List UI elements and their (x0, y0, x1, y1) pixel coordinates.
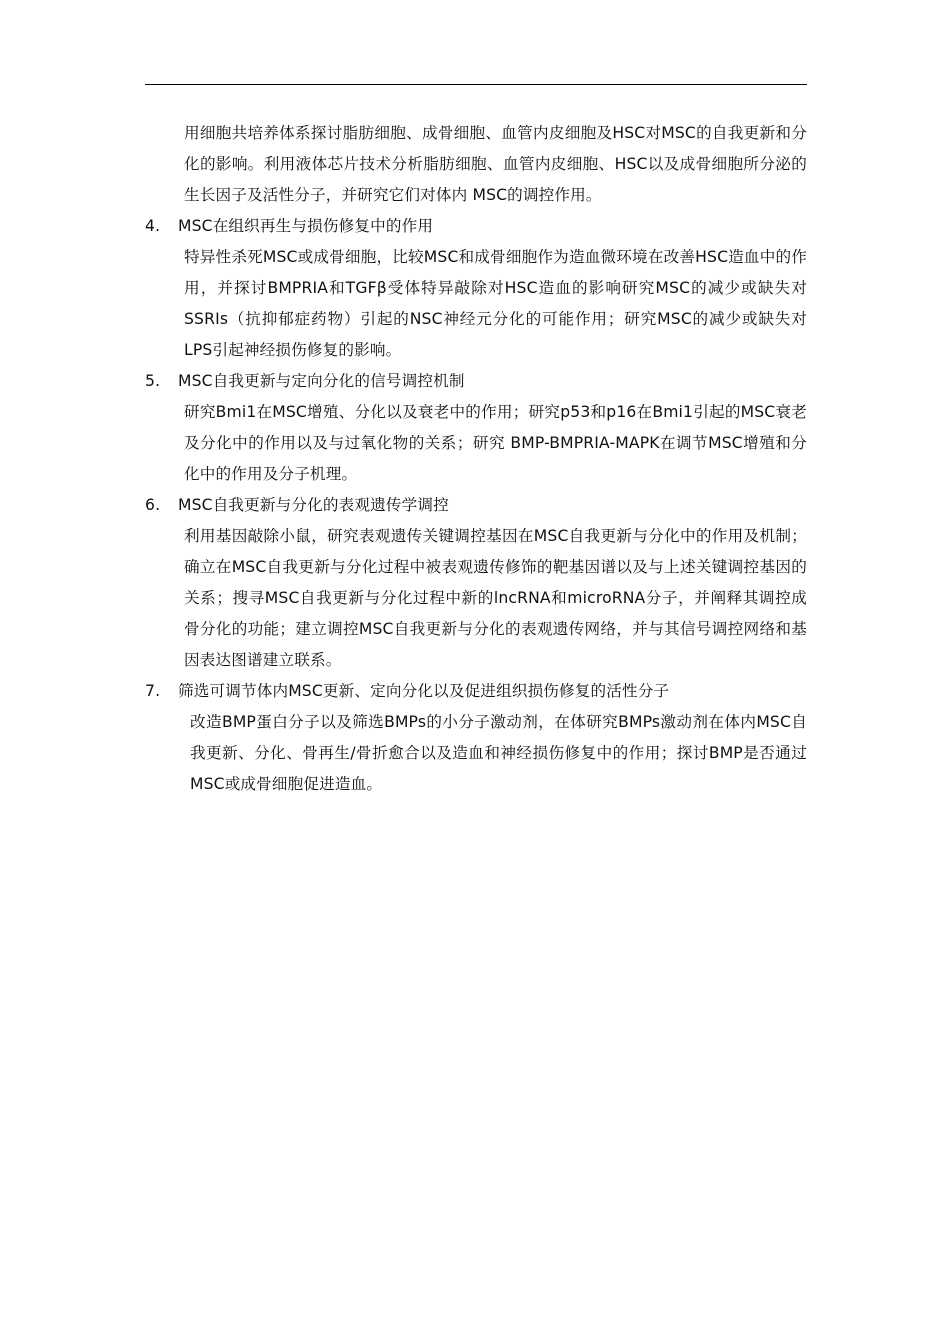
section-title: MSC自我更新与分化的表观遗传学调控 (178, 496, 449, 514)
intro-paragraph: 用细胞共培养体系探讨脂肪细胞、成骨细胞、血管内皮细胞及HSC对MSC的自我更新和分化的影响。利用液体芯片技术分析脂肪细胞、血管内皮细胞、HSC以及成骨细胞所分泌的生长因子及活性分子，并研究它们对体内 MSC的调控作用。 (184, 124, 807, 204)
section-body: 特异性杀死MSC或成骨细胞，比较MSC和成骨细胞作为造血微环境在改善HSC造血中的作用，并探讨BMPRIA和TGFβ受体特异敲除对HSC造血的影响研究MSC的减少或缺失对SSRIs（抗抑郁症药物）引起的NSC神经元分化的可能作用；研究MSC的减少或缺失对LPS引起神经损伤修复的影响。 (184, 248, 807, 359)
section-7 (145, 676, 807, 800)
section-title: MSC在组织再生与损伤修复中的作用 (178, 217, 434, 235)
section-title: 筛选可调节体内MSC更新、定向分化以及促进组织损伤修复的活性分子 (178, 682, 670, 700)
section-body: 研究Bmi1在MSC增殖、分化以及衰老中的作用；研究p53和p16在Bmi1引起的MSC衰老及分化中的作用以及与过氧化物的关系；研究 BMP-BMPRIA-MAPK在调节MSC增殖和分化中的作用及分子机理。 (184, 403, 807, 483)
section-6 (145, 490, 807, 676)
section-heading (145, 490, 807, 521)
section-heading (145, 211, 807, 242)
section-5 (145, 366, 807, 490)
section-number: 5. (145, 372, 161, 390)
header-rule (145, 84, 807, 85)
section-number: 7. (145, 682, 161, 700)
section-number: 4. (145, 217, 161, 235)
section-title: MSC自我更新与定向分化的信号调控机制 (178, 372, 465, 390)
section-number: 6. (145, 496, 161, 514)
section-body: 改造BMP蛋白分子以及筛选BMPs的小分子激动剂，在体研究BMPs激动剂在体内MSC自我更新、分化、骨再生/骨折愈合以及造血和神经损伤修复中的作用；探讨BMP是否通过MSC或成骨细胞促进造血。 (190, 713, 807, 793)
section-heading (145, 676, 807, 707)
section-4 (145, 211, 807, 366)
section-body: 利用基因敲除小鼠，研究表观遗传关键调控基因在MSC自我更新与分化中的作用及机制；确立在MSC自我更新与分化过程中被表观遗传修饰的靶基因谱以及与上述关键调控基因的关系；搜寻MSC自我更新与分化过程中新的lncRNA和microRNA分子，并阐释其调控成骨分化的功能；建立调控MSC自我更新与分化的表观遗传网络，并与其信号调控网络和基因表达图谱建立联系。 (184, 527, 807, 669)
section-heading (145, 366, 807, 397)
document-body (145, 118, 807, 800)
